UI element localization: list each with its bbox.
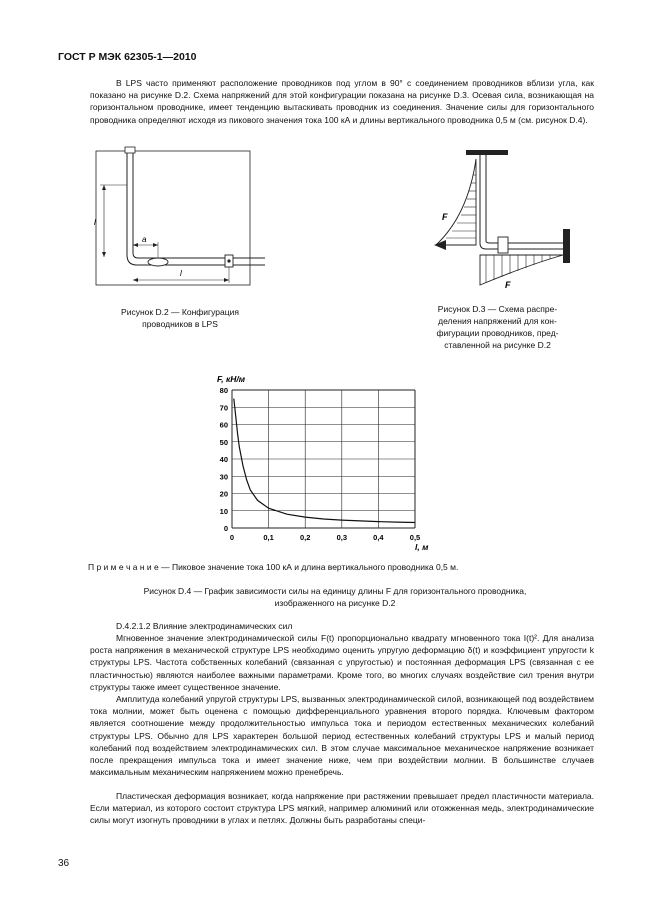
chart-y-tick-label: 80 (219, 386, 228, 395)
intro-paragraph: В LPS часто применяют расположение проводников под углом в 90° с соединением проводников вблизи угла, как показано на рисунке D.2. Схема напряжений для этой конфигурации показана на рисунке D.3. Осевая сила, возникающая на горизонтальном проводнике, имеет тенденцию вытаскивать проводник из соединения. Значение силы для горизонтального проводника определяют исходя из пикового значения тока 100 кА и длины вертикального проводника 0,5 м (см. рисунок D.4). (90, 78, 594, 125)
figure-d3-caption-line3: фигурации проводников, пред- (436, 328, 559, 338)
figure-d4-caption-line2: изображенного на рисунке D.2 (274, 598, 396, 608)
figure-d3-caption-line1: Рисунок D.3 — Схема распре- (437, 304, 558, 314)
chart-x-tick-label: 0,4 (373, 533, 384, 542)
chart-x-tick-label: 0,5 (409, 533, 421, 542)
fig-d2-label-l-horizontal: l (180, 269, 182, 278)
chart-x-axis-label: l, м (415, 542, 429, 552)
figure-d4-caption-line1: Рисунок D.4 — График зависимости силы на единицу длины F для горизонтального проводника, (143, 586, 527, 596)
chart-series-line (234, 399, 415, 523)
figure-d4-caption (70, 585, 600, 609)
chart-x-tick-label: 0,3 (336, 533, 348, 542)
figure-d3-caption (420, 303, 575, 351)
chart-y-tick-label: 60 (219, 420, 228, 430)
chart-y-tick-label: 20 (219, 489, 228, 499)
figure-d2-diagram (80, 145, 285, 300)
figure-d2-caption-line2: проводников в LPS (142, 319, 218, 329)
figure-d2-caption (100, 306, 260, 330)
note: П р и м е ч а н и е — Пиковое значение тока 100 кА и длина вертикального проводника 0,5 м. (88, 562, 459, 572)
figure-d3-caption-line4: ставленной на рисунке D.2 (444, 340, 551, 350)
fig-d3-label-f-vertical: F (442, 212, 448, 222)
page-number: 36 (58, 858, 70, 869)
chart-y-tick-label: 30 (219, 472, 228, 482)
fig-d2-label-a: a (142, 235, 147, 244)
figure-d4-chart (205, 370, 445, 555)
section-paragraph-1: Мгновенное значение электродинамической силы F(t) пропорционально квадрату мгновенного тока I(t)². Для анализа роста напряжения в механической структуре LPS необходимо оценить упругую деформацию δ(t) и коэффициент упругости k структуры LPS. Частота собственных колебаний (связанная с упругостью) и постоянная деформация LPS (связанная с ее пластичностью) являются наиболее важными параметрами. Кроме того, во многих случаях воздействие сил трения внутри структуры также имеет существенное значение. (90, 633, 594, 692)
chart-x-tick-label: 0 (229, 533, 235, 542)
chart-y-axis-label: F, кН/м (217, 374, 246, 384)
chart-y-tick-label: 50 (219, 437, 228, 447)
chart-x-tick-label: 0,1 (263, 533, 274, 542)
fig-d3-label-f-horizontal: F (505, 280, 511, 290)
figure-d3-diagram (428, 145, 583, 295)
figure-d2-caption-line1: Рисунок D.2 — Конфигурация (121, 307, 239, 317)
section-paragraph-3: Пластическая деформация возникает, когда напряжение при растяжении превышает предел пластичности материала. Если материал, из которого состоит структура LPS мягкий, например алюминий или отожженная медь, электродинамические силы могут изогнуть проводники в углах и петлях. Должны быть разработаны специ- (90, 791, 594, 826)
standard-header: ГОСТ Р МЭК 62305-1—2010 (58, 51, 197, 63)
chart-y-tick-label: 70 (219, 403, 228, 413)
chart-y-tick-label: 40 (219, 455, 228, 464)
section-heading: D.4.2.1.2 Влияние электродинамических сил (116, 621, 293, 631)
chart-y-tick-label: 0 (223, 524, 228, 533)
figure-d3-caption-line2: деления напряжений для кон- (438, 316, 557, 326)
chart-y-tick-label: 10 (219, 506, 228, 516)
fig-d2-label-l-vertical: l (94, 218, 96, 227)
section-paragraph-2: Амплитуда колебаний упругой структуры LPS, вызванных электродинамической силой, возникающей под воздействием тока молнии, может быть оценена с помощью дифференциального уравнения второго порядка. Ключевым фактором является соотношение между продолжительностью импульса тока и периодом естественных механических колебаний структуры LPS. Обычно для LPS характерен большой период естественных колебаний структуры LPS и малый период колебаний под воздействием электродинамических сил. В этом случае максимальное механическое напряжение возникает после прекращения импульса тока и имеет значение ниже, чем при воздействии молнии. В большинстве случаев максимальным механическим напряжением можно пренебречь. (90, 694, 594, 778)
chart-x-tick-label: 0,2 (299, 533, 311, 542)
